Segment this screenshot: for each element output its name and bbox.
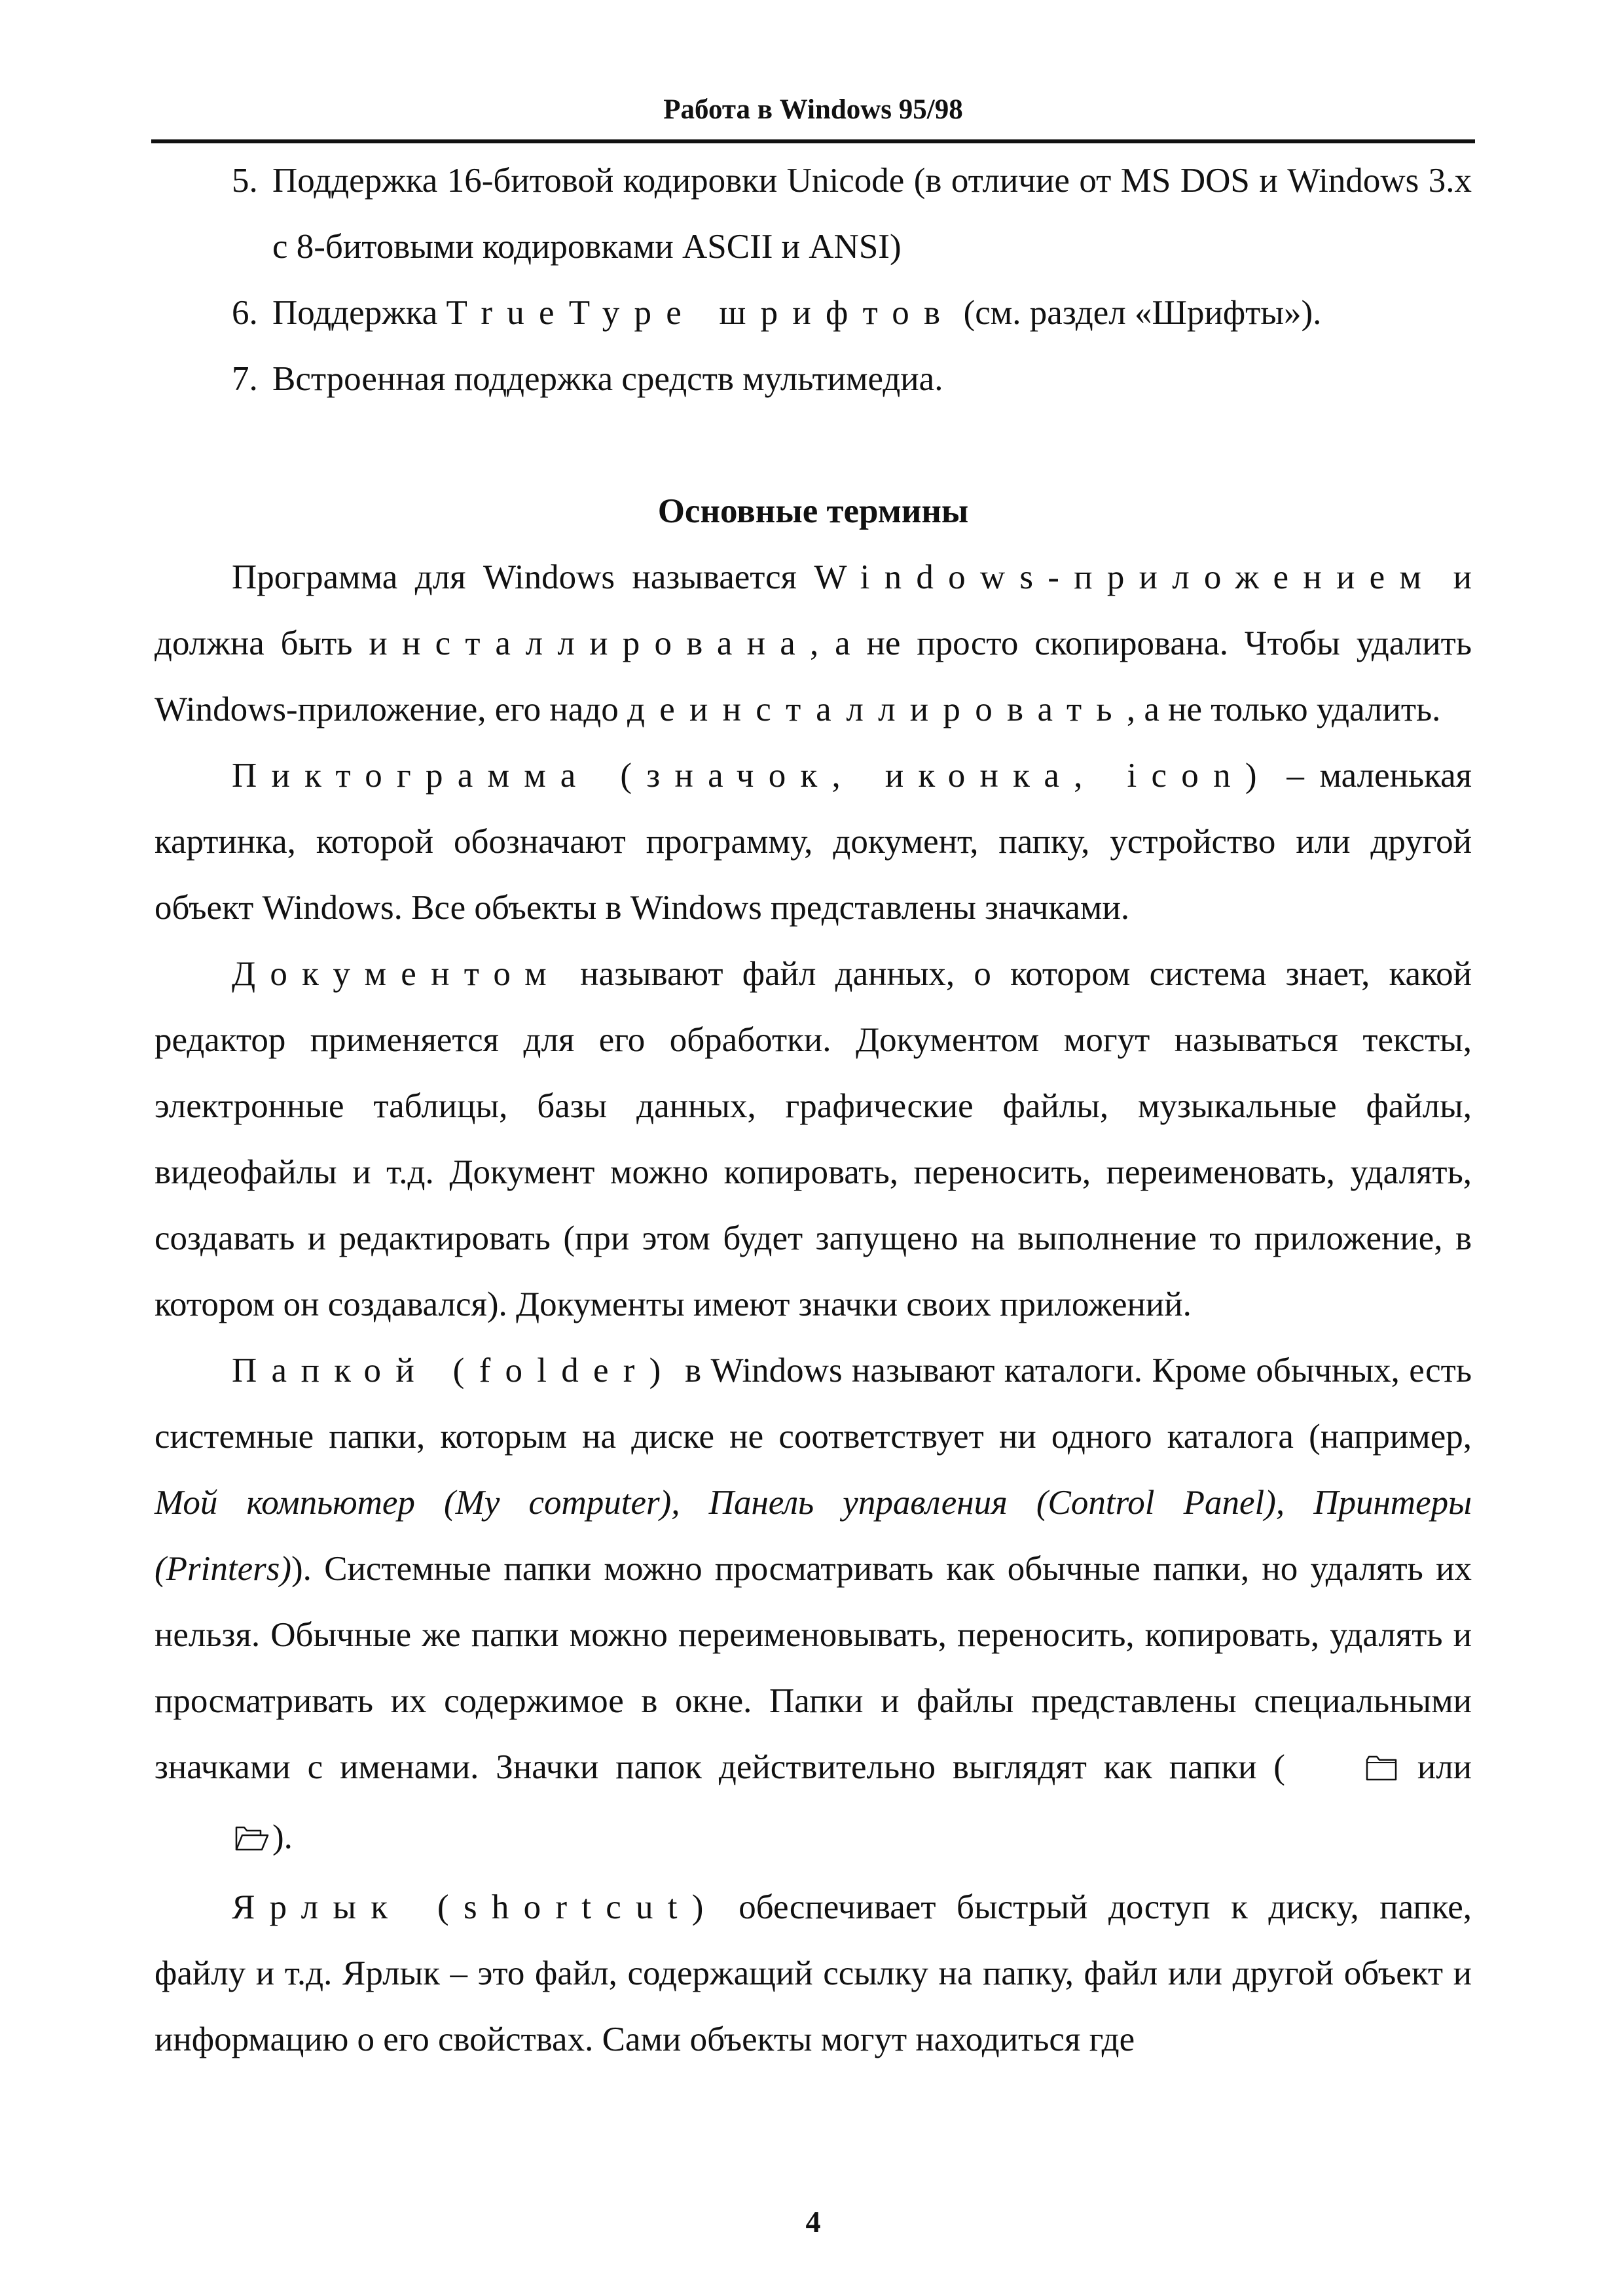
list-item [155, 148, 1472, 280]
paragraph-folder [155, 1338, 1472, 1874]
list-item-text: Встроенная поддержка средств мультимедиа. [272, 360, 943, 398]
term-icon: Пиктограмма (значок, иконка, icon) [232, 757, 1271, 795]
list-item-text: (см. раздел «Шрифты»). [955, 294, 1322, 332]
term-shortcut: Ярлык (shortcut) [232, 1888, 718, 1926]
paragraph-text: – маленькая картинка, которой обозначают программу, документ, папку, устройство или другой объект Windows. Все объекты в Windows представлены значками. [155, 757, 1472, 927]
paragraph-text: в Windows называют каталоги. Кроме обычных, есть системные папки, которым на диске не соответствует ни одного каталога (например, [155, 1352, 1472, 1456]
paragraph-text: , а не только удалить. [1126, 691, 1441, 728]
open-folder-icon [157, 1808, 270, 1874]
system-folders-examples: Мой компьютер (My computer), Панель управления (Control Panel), Принтеры (Printers) [155, 1484, 1472, 1588]
list-item-text: Поддержка 16-битовой кодировки Unicode (в отличие от MS DOS и Windows 3.x с 8-битовыми кодировками ASCII и ANSI) [272, 162, 1472, 266]
paragraph-windows-app [155, 545, 1472, 743]
closed-folder-icon [1288, 1738, 1398, 1804]
term-folder: Папкой (folder) [232, 1352, 676, 1390]
paragraph-text: или [1400, 1748, 1472, 1786]
paragraph-text: обеспечивает быстрый доступ к диску, папке, файлу и т.д. Ярлык – это файл, содержащий ссылку на папку, файл или другой объект и информацию о его свойствах. Сами объекты могут находиться где [155, 1888, 1472, 2058]
section-title: Основные термины [657, 492, 969, 530]
paragraph-text: , а не просто скопирована. Чтобы удалить Windows-приложение, его надо [155, 624, 1472, 728]
list-item-number: 6. [232, 294, 258, 332]
paragraph-text: Программа для Windows называется [232, 558, 814, 596]
paragraph-text: называют файл данных, о котором система знает, какой редактор применяется для его обработки. Документом могут называться тексты, электронные таблицы, базы данных, графические файлы, музыкальные файлы, видеофайлы и т.д. Документ можно копировать, переносить, переименовать, удалять, создавать и редактировать (при этом будет запущено на выполнение то приложение, в котором он создавался). Документы имеют значки своих приложений. [155, 955, 1472, 1323]
header-rule [151, 139, 1475, 143]
list-item [155, 280, 1472, 346]
running-header: Работа в Windows 95/98 [663, 94, 963, 125]
term-windows-app: Windows-приложением [814, 558, 1436, 596]
paragraph-text: ). Системные папки можно просматривать как обычные папки, но удалять их нельзя. Обычные же папки можно переименовывать, переносить, копировать, удалять и просматривать их содержимое в окне. Папки и файлы представлены специальными значками с именами. Значки папок действительно выглядят как папки ( [155, 1550, 1472, 1786]
list-item-text: Поддержка [272, 294, 447, 332]
feature-list [155, 148, 1472, 412]
list-item-number: 5. [232, 162, 258, 200]
list-item [155, 346, 1472, 412]
paragraph-icon [155, 743, 1472, 941]
term-install: инсталлирована [369, 624, 811, 662]
paragraph-shortcut [155, 1874, 1472, 2073]
page-number: 4 [805, 2205, 821, 2238]
term-document: Документом [232, 955, 561, 993]
list-item-number: 7. [232, 360, 258, 398]
paragraph-document [155, 941, 1472, 1338]
body-text [155, 148, 1472, 2073]
paragraph-text: ). [272, 1818, 293, 1856]
term-truetype: TrueType шрифтов [446, 294, 955, 332]
term-uninstall: деинсталлировать [627, 691, 1127, 728]
paragraph-text: и должна быть [155, 558, 1472, 662]
